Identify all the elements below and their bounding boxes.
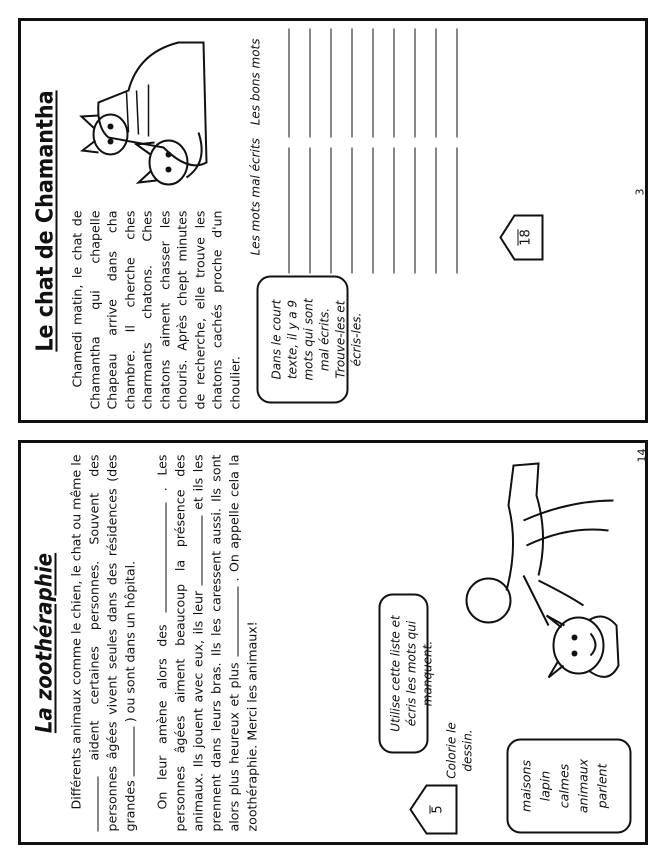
- color-instruction: Colorie le dessin.: [444, 721, 474, 779]
- score-badge: [408, 783, 462, 835]
- page-la-zootheraphie: [18, 440, 648, 845]
- misspelled-words-label: Les mots mal écrits: [248, 137, 262, 255]
- page-number: 3: [633, 188, 646, 195]
- word-list-item: maisons: [518, 759, 533, 812]
- cats-in-shoe-illustration: [68, 32, 218, 202]
- page-title: La zoothéraphie: [32, 552, 57, 733]
- blank-5[interactable]: [226, 586, 238, 656]
- score-badge: [498, 213, 548, 261]
- word-list-item: calmes: [556, 763, 571, 808]
- page-number: 14: [635, 448, 648, 462]
- man-with-dog-drawing-icon: [418, 450, 628, 695]
- blank-1[interactable]: [86, 776, 98, 831]
- page-le-chat-de-chamantha: [18, 18, 648, 423]
- body-paragraph: On leur amène alors des . Les personnes âgées aiment beaucoup la présence des animaux. Ils jouent avec eux, ils leur et ils les prennent dans leurs bras. Ils les caressent aussi. Ils sont alors plus heureux et plus . On appelle cela la zoothéraphie. Merci les animaux!: [154, 453, 259, 831]
- blank-4[interactable]: [190, 515, 202, 585]
- score-value: 5: [430, 804, 445, 814]
- blank-3[interactable]: [154, 502, 166, 612]
- blank-2[interactable]: [122, 726, 134, 776]
- story-text: Chamedi matin, le chat de Chamantha qui chapelle Chapeau arrive dans cha chambre. Il cherche ches charmants chatons. Ches chatons aiment chasser les chouris. Après chept minutes de recherche, elle trouve les chatons cachés proche d'un choulier.: [69, 210, 242, 409]
- page-title: Le chat de Chamantha: [32, 89, 58, 352]
- elderly-man-and-dog-illustration: [418, 450, 628, 695]
- correct-words-label: Les bons mots: [248, 38, 262, 125]
- word-list-box: [506, 738, 631, 833]
- score-value: 18: [518, 228, 533, 246]
- instruction-box: Dans le court texte, il y a 9 mots qui sont mal écrits. Trouve-les et écris-les.: [256, 275, 348, 403]
- word-list-item: lapin: [537, 770, 552, 801]
- cat-drawing-icon: [68, 32, 218, 202]
- intro-paragraph: Différents animaux comme le chien, le chat ou même le aident certaines personnes. Souvent des personnes âgées vivent seules dans des résidences (des grandes ) ou sont dans un hôpital.: [68, 454, 137, 831]
- correct-words-lines[interactable]: [268, 28, 457, 137]
- word-list-item: animaux: [575, 758, 590, 813]
- misspelled-words-lines[interactable]: [268, 147, 457, 273]
- list-instruction-box: Utilise cette liste et écris les mots qui manquent.: [378, 593, 428, 753]
- word-list-item: parlent: [594, 763, 609, 808]
